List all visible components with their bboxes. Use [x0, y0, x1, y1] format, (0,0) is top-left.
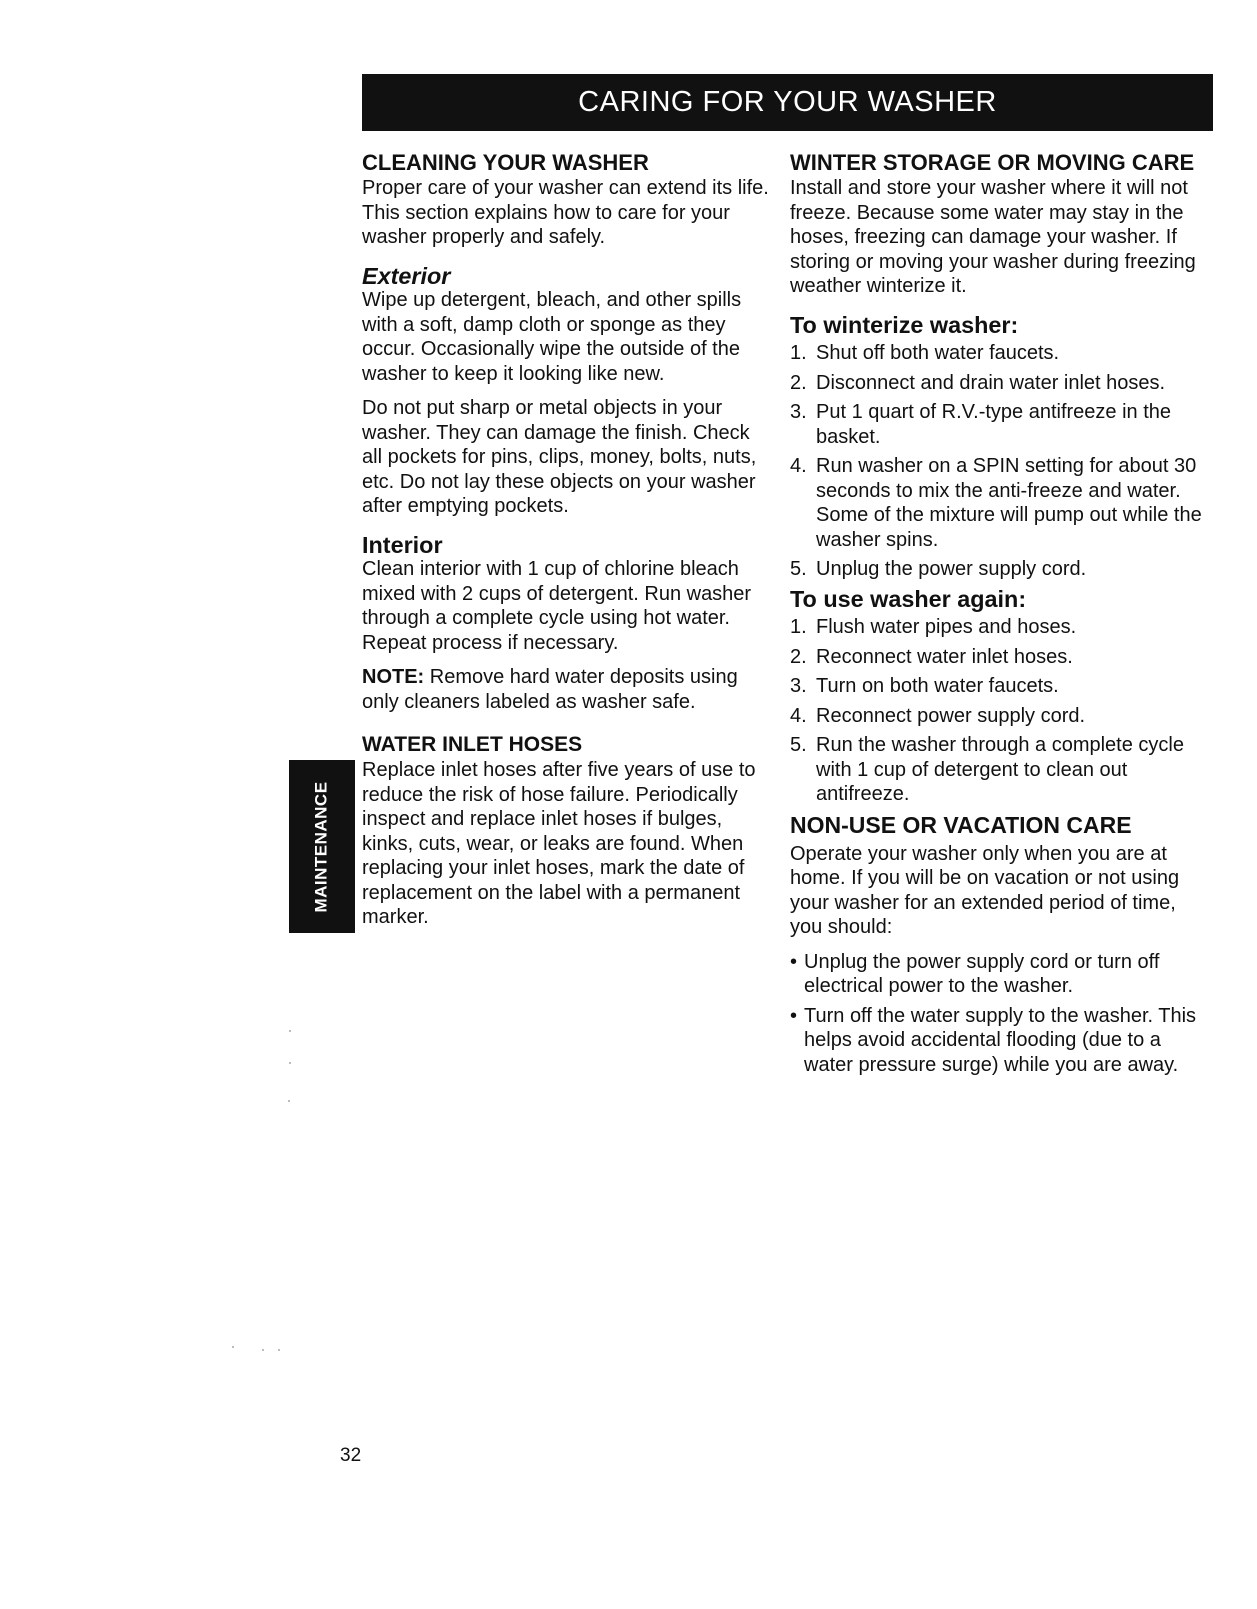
winterize-steps — [790, 341, 1210, 582]
note-label: NOTE: — [362, 666, 425, 688]
scan-speck — [289, 1062, 291, 1064]
banner-title: CARING FOR YOUR WASHER — [578, 86, 997, 118]
winter-heading: WINTER STORAGE OR MOVING CARE — [790, 150, 1195, 175]
exterior-heading: Exterior — [362, 262, 451, 289]
list-item: 2. Reconnect water inlet hoses. — [790, 645, 1073, 668]
winterize-heading: To winterize washer: — [790, 311, 1019, 338]
use-again-steps — [790, 615, 1210, 807]
list-item: 4. Run washer on a SPIN setting for about 30 seconds to mix the anti-freeze and water. Some of the mixture will pump out while the washer spins. — [790, 455, 1202, 551]
list-item: 5. Unplug the power supply cord. — [790, 558, 1087, 580]
scan-speck — [232, 1346, 234, 1348]
page-number: 32 — [340, 1445, 362, 1466]
left-column — [362, 150, 772, 930]
scan-speck — [278, 1349, 280, 1351]
interior-paragraph-1: Clean interior with 1 cup of chlorine bleach mixed with 2 cups of detergent. Run washer through a complete cycle using hot water. Repeat process if necessary. — [362, 558, 752, 654]
cleaning-intro: Proper care of your washer can extend its life. This section explains how to care for your washer properly and safely. — [362, 177, 769, 248]
vacation-bullets — [790, 950, 1210, 1078]
scan-speck — [289, 1030, 291, 1032]
list-item: 1. Shut off both water faucets. — [790, 342, 1060, 364]
hoses-heading: WATER INLET HOSES — [362, 733, 583, 756]
cleaning-heading: CLEANING YOUR WASHER — [362, 150, 649, 175]
use-again-heading: To use washer again: — [790, 585, 1027, 612]
list-item: • Turn off the water supply to the washer. This helps avoid accidental flooding (due to a water pressure surge) while you are away. — [790, 1004, 1197, 1076]
vacation-intro: Operate your washer only when you are at home. If you will be on vacation or not using your washer for an extended period of time, you should: — [790, 842, 1180, 938]
list-item: 3. Turn on both water faucets. — [790, 675, 1059, 697]
vacation-heading: NON-USE OR VACATION CARE — [790, 811, 1132, 838]
list-item: 5. Run the washer through a complete cycle with 1 cup of detergent to clean out antifreeze. — [790, 734, 1184, 805]
page-banner — [362, 74, 1213, 131]
winter-intro: Install and store your washer where it will not freeze. Because some water may stay in the hoses, freezing can damage your washer. If storing or moving your washer during freezing weather winterize it. — [790, 177, 1196, 297]
interior-note — [362, 665, 772, 714]
interior-heading: Interior — [362, 531, 443, 558]
exterior-paragraph-1: Wipe up detergent, bleach, and other spills with a soft, damp cloth or sponge as they occur. Occasionally wipe the outside of the washer to keep it looking like new. — [362, 289, 742, 385]
list-item: • Unplug the power supply cord or turn off electrical power to the washer. — [790, 950, 1160, 997]
list-item: 4. Reconnect power supply cord. — [790, 704, 1086, 727]
scan-speck — [288, 1100, 290, 1102]
hoses-paragraph: Replace inlet hoses after five years of use to reduce the risk of hose failure. Periodically inspect and replace inlet hoses if bulges, kinks, cuts, wear, or leaks are found. When replacing your inlet hoses, mark the date of replacement on the label with a permanent marker. — [362, 759, 756, 928]
list-item: 1. Flush water pipes and hoses. — [790, 616, 1077, 638]
scan-speck — [262, 1349, 264, 1351]
side-tab-label: MAINTENANCE — [312, 780, 332, 913]
note-text: Remove hard water deposits using only cleaners labeled as washer safe. — [362, 666, 738, 713]
maintenance-side-tab — [289, 760, 355, 933]
right-column — [790, 150, 1210, 1082]
list-item: 3. Put 1 quart of R.V.-type antifreeze in the basket. — [790, 401, 1172, 448]
exterior-paragraph-2: Do not put sharp or metal objects in your washer. They can damage the finish. Check all pockets for pins, clips, money, bolts, nuts, etc. Do not lay these objects on your washer after emptying pockets. — [362, 397, 757, 517]
list-item: 2. Disconnect and drain water inlet hoses. — [790, 371, 1166, 394]
